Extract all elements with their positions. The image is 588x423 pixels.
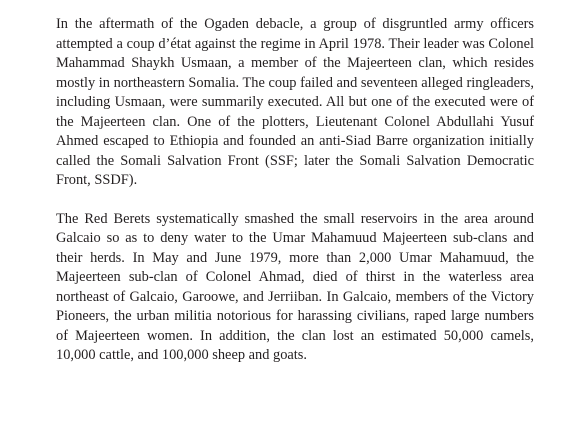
paragraph-coup-attempt: In the aftermath of the Ogaden debacle, a group of disgruntled army officers attempted a coup d’état against the regime in April 1978. Their leader was Colonel Mahammad Shaykh Usmaan, a member of the Majeerteen clan, which resides mostly in northeastern Somalia. The coup failed and seventeen alleged ringleaders, including Usmaan, were summarily executed. All but one of the executed were of the Majeerteen clan. One of the plotters, Lieutenant Colonel Abdullahi Yusuf Ahmed escaped to Ethiopia and founded an anti-Siad Barre organization initially called the Somali Salvation Front (SSF; later the Somali Salvation Democratic Front, SSDF). (56, 16, 534, 188)
document-page (56, 15, 534, 366)
paragraph-red-berets: The Red Berets systematically smashed the small reservoirs in the area around Galcaio so as to deny water to the Umar Mahamuud Majeerteen sub-clans and their herds. In May and June 1979, more than 2,000 Umar Mahamuud, the Majeerteen sub-clan of Colonel Ahmad, died of thirst in the waterless area northeast of Galcaio, Garoowe, and Jerriiban. In Galcaio, members of the Victory Pioneers, the urban militia notorious for harassing civilians, raped large numbers of Majeerteen women. In addition, the clan lost an estimated 50,000 camels, 10,000 cattle, and 100,000 sheep and goats. (56, 210, 534, 363)
